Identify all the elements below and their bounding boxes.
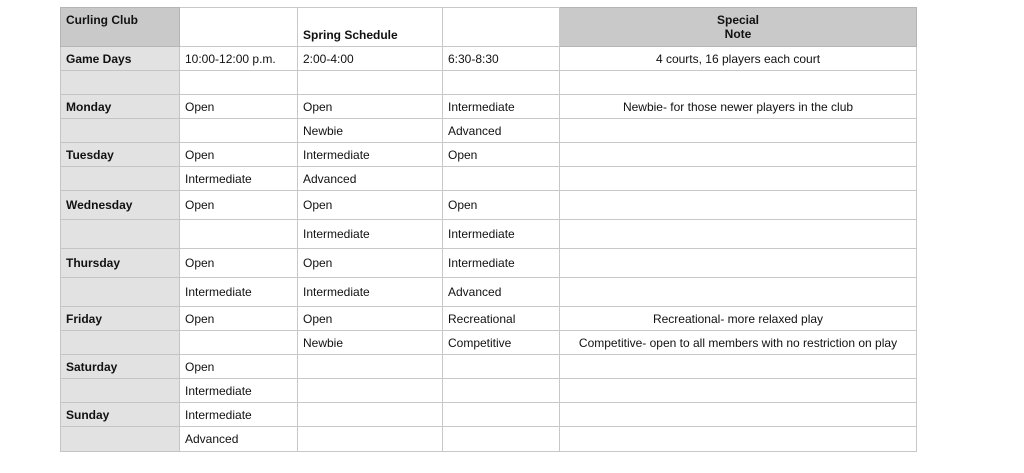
schedule-cell[interactable]: Recreational (443, 307, 560, 331)
table-row (61, 249, 917, 278)
schedule-cell[interactable] (298, 71, 443, 95)
note-cell[interactable]: Competitive- open to all members with no restriction on play (560, 331, 917, 355)
schedule-cell[interactable] (443, 427, 560, 452)
note-cell[interactable] (560, 427, 917, 452)
schedule-cell[interactable]: Open (180, 307, 298, 331)
table-row (61, 403, 917, 427)
table-row (61, 331, 917, 355)
schedule-cell[interactable]: Open (180, 191, 298, 220)
schedule-cell[interactable]: 6:30-8:30 (443, 47, 560, 71)
schedule-cell[interactable]: Open (180, 249, 298, 278)
note-cell[interactable] (560, 249, 917, 278)
table-row (61, 119, 917, 143)
day-cell[interactable]: Monday (61, 95, 180, 119)
header-note-line1: Special (716, 13, 760, 27)
schedule-cell[interactable]: Competitive (443, 331, 560, 355)
header-note-line2: Note (724, 27, 752, 41)
schedule-cell[interactable] (180, 220, 298, 249)
schedule-cell[interactable]: Intermediate (180, 278, 298, 307)
day-cell[interactable] (61, 278, 180, 307)
header-row (61, 8, 917, 47)
table-row (61, 220, 917, 249)
schedule-cell[interactable]: Advanced (298, 167, 443, 191)
day-cell[interactable] (61, 71, 180, 95)
header-cell-schedule[interactable]: Spring Schedule (298, 8, 443, 47)
header-cell-club[interactable]: Curling Club (61, 8, 180, 47)
note-cell[interactable] (560, 167, 917, 191)
table-row (61, 167, 917, 191)
schedule-cell[interactable] (443, 71, 560, 95)
table-row (61, 95, 917, 119)
schedule-cell[interactable]: Open (180, 95, 298, 119)
day-cell[interactable]: Friday (61, 307, 180, 331)
schedule-cell[interactable] (298, 355, 443, 379)
table-row (61, 427, 917, 452)
schedule-cell[interactable]: Intermediate (180, 403, 298, 427)
schedule-cell[interactable] (443, 167, 560, 191)
schedule-cell[interactable] (298, 379, 443, 403)
schedule-cell[interactable]: Open (180, 355, 298, 379)
note-cell[interactable]: Recreational- more relaxed play (560, 307, 917, 331)
header-cell-blank[interactable] (180, 8, 298, 47)
header-cell-note[interactable] (560, 8, 917, 47)
schedule-cell[interactable]: Advanced (443, 278, 560, 307)
day-cell[interactable] (61, 331, 180, 355)
table-row (61, 143, 917, 167)
table-row (61, 191, 917, 220)
schedule-cell[interactable] (443, 355, 560, 379)
schedule-cell[interactable]: Open (443, 143, 560, 167)
day-cell[interactable]: Tuesday (61, 143, 180, 167)
note-cell[interactable] (560, 278, 917, 307)
schedule-table (60, 7, 917, 452)
note-cell[interactable] (560, 143, 917, 167)
schedule-cell[interactable]: Open (443, 191, 560, 220)
day-cell[interactable] (61, 220, 180, 249)
schedule-cell[interactable]: Intermediate (180, 167, 298, 191)
day-cell[interactable] (61, 167, 180, 191)
table-row (61, 355, 917, 379)
schedule-cell[interactable] (180, 71, 298, 95)
note-cell[interactable] (560, 191, 917, 220)
schedule-cell[interactable] (298, 403, 443, 427)
note-cell[interactable] (560, 403, 917, 427)
day-cell[interactable] (61, 379, 180, 403)
note-cell[interactable] (560, 220, 917, 249)
table-row (61, 379, 917, 403)
schedule-cell[interactable]: Intermediate (443, 249, 560, 278)
schedule-cell[interactable]: Intermediate (298, 220, 443, 249)
note-cell[interactable]: Newbie- for those newer players in the club (560, 95, 917, 119)
schedule-cell[interactable]: Open (298, 307, 443, 331)
table-row (61, 47, 917, 71)
schedule-cell[interactable]: 2:00-4:00 (298, 47, 443, 71)
schedule-cell[interactable]: Open (298, 249, 443, 278)
schedule-cell[interactable]: Open (298, 191, 443, 220)
schedule-cell[interactable]: Advanced (443, 119, 560, 143)
note-cell[interactable]: 4 courts, 16 players each court (560, 47, 917, 71)
schedule-cell[interactable]: Newbie (298, 331, 443, 355)
schedule-cell[interactable] (443, 403, 560, 427)
table-row (61, 278, 917, 307)
schedule-cell[interactable] (180, 331, 298, 355)
day-cell[interactable]: Game Days (61, 47, 180, 71)
day-cell[interactable]: Saturday (61, 355, 180, 379)
schedule-cell[interactable]: Intermediate (298, 143, 443, 167)
schedule-cell[interactable]: Intermediate (298, 278, 443, 307)
schedule-cell[interactable]: Advanced (180, 427, 298, 452)
day-cell[interactable]: Wednesday (61, 191, 180, 220)
note-cell[interactable] (560, 71, 917, 95)
schedule-cell[interactable] (443, 379, 560, 403)
schedule-cell[interactable]: Intermediate (443, 95, 560, 119)
schedule-cell[interactable]: Intermediate (180, 379, 298, 403)
table-row (61, 307, 917, 331)
schedule-cell[interactable] (180, 119, 298, 143)
schedule-cell[interactable]: Open (298, 95, 443, 119)
schedule-cell[interactable]: 10:00-12:00 p.m. (180, 47, 298, 71)
note-cell[interactable] (560, 119, 917, 143)
table-row (61, 71, 917, 95)
schedule-cell[interactable]: Open (180, 143, 298, 167)
day-cell[interactable] (61, 119, 180, 143)
note-cell[interactable] (560, 379, 917, 403)
day-cell[interactable]: Thursday (61, 249, 180, 278)
day-cell[interactable]: Sunday (61, 403, 180, 427)
schedule-cell[interactable]: Newbie (298, 119, 443, 143)
day-cell[interactable] (61, 427, 180, 452)
header-cell-blank-2[interactable] (443, 8, 560, 47)
schedule-cell[interactable]: Intermediate (443, 220, 560, 249)
note-cell[interactable] (560, 355, 917, 379)
schedule-cell[interactable] (298, 427, 443, 452)
